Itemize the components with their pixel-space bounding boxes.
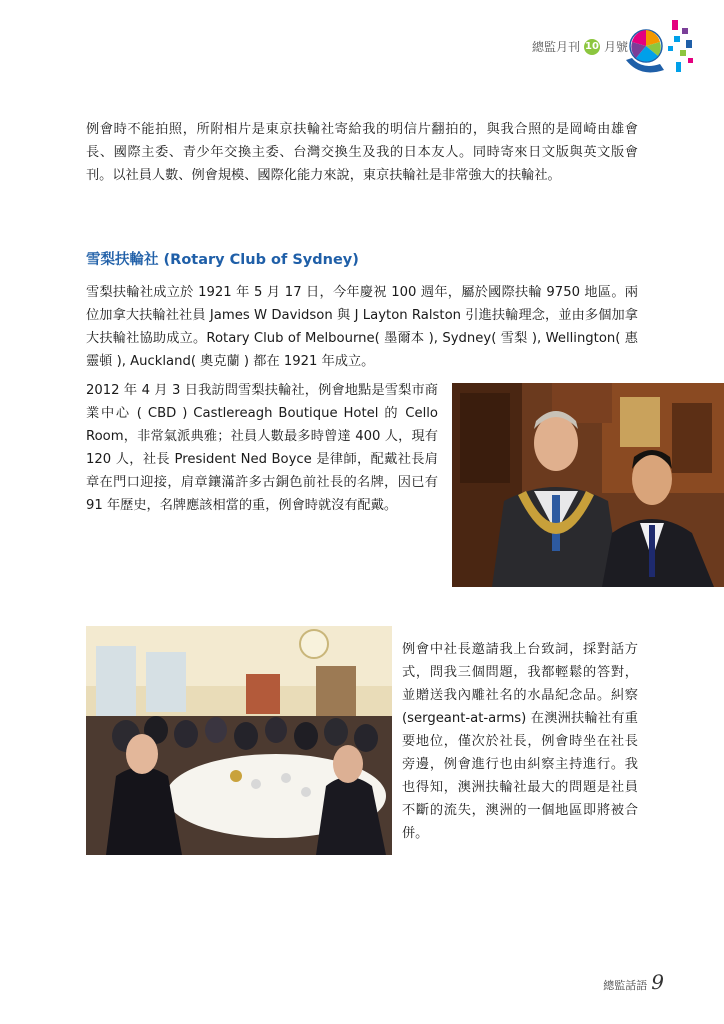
page-footer [603, 970, 664, 994]
rotary-globe-logo-icon [620, 20, 700, 82]
paragraph-meeting-speech: 例會中社長邀請我上台致詞，採對話方式，問我三個問題，我都輕鬆的答對，並贈送我內雕社名的水晶紀念品。糾察 (sergeant-at-arms) 在澳洲扶輪社有重要地位，僅次於社長，例會時坐在社長旁邊，例會進行也由糾察主持進行。我也得知，澳洲扶輪社最大的問題是社員不斷的流失，澳洲的一個地區即將被合併。 [402, 642, 638, 841]
issue-suffix: 月號 [603, 40, 628, 54]
section-heading-sydney: 雪梨扶輪社 (Rotary Club of Sydney) [86, 252, 359, 268]
page-header [532, 38, 628, 55]
magazine-title: 總監月刊 [531, 40, 580, 54]
footer-section-label: 總監話語 [603, 979, 648, 992]
photo-meeting-banquet-room [86, 626, 392, 855]
photo-president-and-governor [452, 383, 724, 587]
page-number: 9 [651, 970, 664, 994]
paragraph-sydney-visit: 2012 年 4 月 3 日我訪問雪梨扶輪社，例會地點是雪梨市商業中心 ( CBD ) Castlereagh Boutique Hotel 的 Cello Room，非常氣派典雅；社員人數最多時曾達 400 人，現有 120 人，社長 President Ned Boyce 是律師，配戴社長肩章在門口迎接，肩章鑲滿許多古銅色前社長的名牌，因已有 91 年歷史，名牌應該相當的重，例會時就沒有配戴。 [86, 383, 438, 513]
paragraph-sydney-history: 雪梨扶輪社成立於 1921 年 5 月 17 日，今年慶祝 100 週年，屬於國際扶輪 9750 地區。兩位加拿大扶輪社社員 James W Davidson 與 J Layton Ralston 引進扶輪理念，並由多個加拿大扶輪社協助成立。Rotary Club of Melbourne( 墨爾本 ), Sydney( 雪梨 ), Wellington( 惠靈頓 ), Auckland( 奧克蘭 ) 都在 1921 年成立。 [86, 285, 638, 369]
paragraph-tokyo-club: 例會時不能拍照，所附相片是東京扶輪社寄給我的明信片翻拍的，與我合照的是岡崎由雄會長、國際主委、青少年交換主委、台灣交換生及我的日本友人。同時寄來日文版與英文版會刊。以社員人數、例會規模、國際化能力來說，東京扶輪社是非常強大的扶輪社。 [86, 122, 638, 183]
issue-number-badge: 10 [584, 39, 600, 55]
